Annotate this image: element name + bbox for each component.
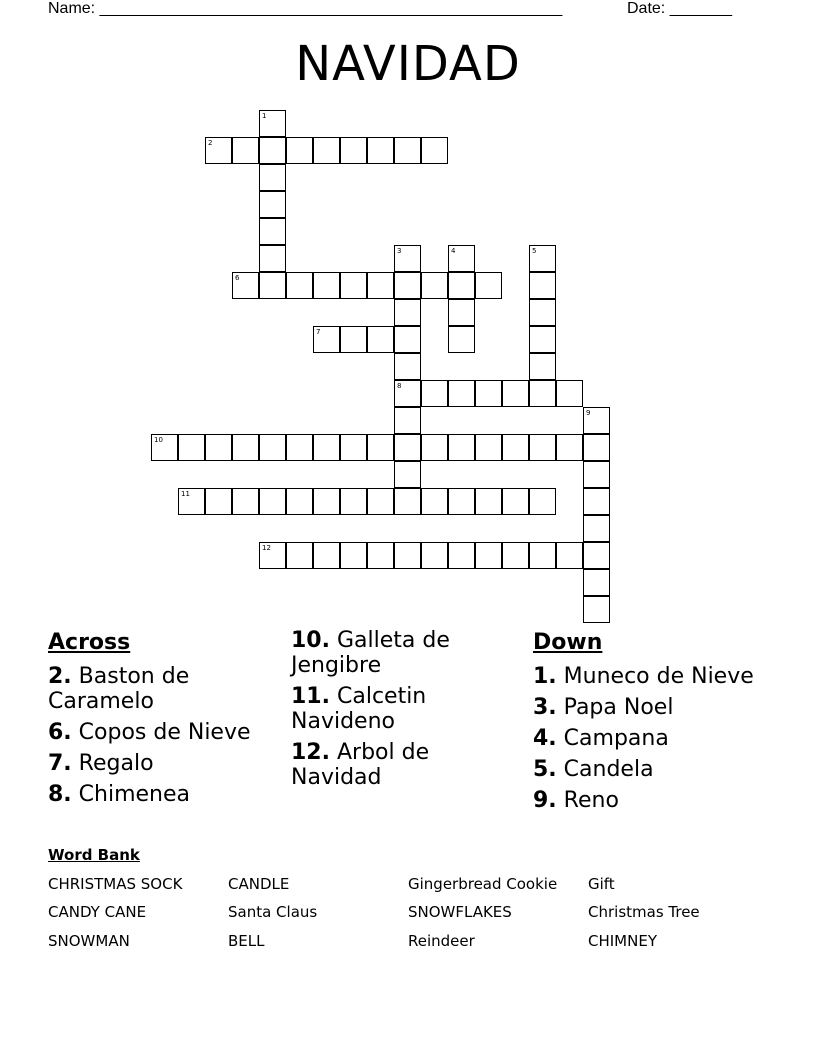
across-clues-col1	[48, 628, 278, 813]
clue-number: 4.	[533, 726, 557, 751]
crossword-cell[interactable]	[259, 272, 286, 299]
crossword-cell[interactable]	[340, 326, 367, 353]
clue-text: Galleta de Jengibre	[291, 628, 450, 678]
clue-text: Chimenea	[78, 782, 191, 807]
crossword-cell[interactable]	[259, 245, 286, 272]
page-title: NAVIDAD	[295, 36, 521, 92]
word-bank-item: Gingerbread Cookie	[408, 875, 558, 893]
clue-text: Calcetin Navideno	[291, 684, 427, 734]
crossword-cell[interactable]	[232, 488, 259, 515]
crossword-cell[interactable]	[421, 542, 448, 569]
clue-across-2	[48, 664, 278, 714]
crossword-cell[interactable]	[475, 380, 502, 407]
word-bank-item: Christmas Tree	[588, 903, 700, 921]
crossword-cell[interactable]	[421, 488, 448, 515]
clue-number: 7.	[48, 751, 72, 776]
crossword-cell[interactable]	[583, 569, 610, 596]
crossword-cell[interactable]	[448, 488, 475, 515]
name-field-label: Name: ____________________________________________________	[48, 0, 563, 17]
clue-number-label: 4	[451, 247, 456, 255]
crossword-cell[interactable]	[394, 299, 421, 326]
crossword-cell[interactable]	[421, 434, 448, 461]
crossword-cell[interactable]	[205, 137, 232, 164]
crossword-cell[interactable]	[529, 380, 556, 407]
crossword-cell[interactable]	[178, 434, 205, 461]
crossword-cell[interactable]	[529, 542, 556, 569]
word-bank-item: Reindeer	[408, 932, 475, 950]
clue-number-label: 9	[586, 409, 591, 417]
clue-text: Candela	[563, 757, 654, 782]
crossword-cell[interactable]	[502, 488, 529, 515]
crossword-cell[interactable]	[313, 542, 340, 569]
clue-down-5	[533, 757, 773, 782]
crossword-cell[interactable]	[151, 434, 178, 461]
clue-number: 10.	[291, 628, 330, 653]
crossword-cell[interactable]	[394, 542, 421, 569]
word-bank-item: Santa Claus	[228, 903, 318, 921]
crossword-cell[interactable]	[367, 272, 394, 299]
clue-number: 12.	[291, 740, 330, 765]
crossword-cell[interactable]	[448, 272, 475, 299]
crossword-cell[interactable]	[529, 434, 556, 461]
clue-across-8	[48, 782, 278, 807]
clue-text: Muneco de Nieve	[563, 664, 754, 689]
crossword-cell[interactable]	[448, 326, 475, 353]
clue-down-3	[533, 695, 773, 720]
crossword-cell[interactable]	[259, 137, 286, 164]
crossword-cell[interactable]	[259, 542, 286, 569]
crossword-cell[interactable]	[583, 488, 610, 515]
crossword-cell[interactable]	[394, 272, 421, 299]
crossword-cell[interactable]	[448, 299, 475, 326]
crossword-cell[interactable]	[475, 434, 502, 461]
crossword-cell[interactable]	[232, 137, 259, 164]
down-heading: Down	[533, 630, 603, 655]
crossword-cell[interactable]	[340, 488, 367, 515]
crossword-cell[interactable]	[475, 488, 502, 515]
crossword-cell[interactable]	[529, 353, 556, 380]
clue-across-7	[48, 751, 278, 776]
clue-number: 5.	[533, 757, 557, 782]
across-heading: Across	[48, 630, 131, 655]
clue-down-4	[533, 726, 773, 751]
crossword-cell[interactable]	[583, 542, 610, 569]
crossword-cell[interactable]	[340, 137, 367, 164]
clue-number: 3.	[533, 695, 557, 720]
crossword-cell[interactable]	[286, 434, 313, 461]
crossword-cell[interactable]	[313, 326, 340, 353]
clue-number-label: 10	[154, 436, 163, 444]
clue-number: 9.	[533, 788, 557, 813]
crossword-cell[interactable]	[583, 461, 610, 488]
crossword-cell[interactable]	[502, 380, 529, 407]
crossword-cell[interactable]	[556, 380, 583, 407]
crossword-cell[interactable]	[313, 434, 340, 461]
crossword-cell[interactable]	[448, 380, 475, 407]
clue-number: 11.	[291, 684, 330, 709]
clue-number-label: 5	[532, 247, 537, 255]
crossword-cell[interactable]	[205, 488, 232, 515]
word-bank-item: SNOWMAN	[48, 932, 130, 950]
crossword-cell[interactable]	[259, 434, 286, 461]
clue-number-label: 3	[397, 247, 402, 255]
crossword-cell[interactable]	[556, 434, 583, 461]
crossword-cell[interactable]	[502, 542, 529, 569]
clue-number: 6.	[48, 720, 72, 745]
crossword-cell[interactable]	[394, 407, 421, 434]
clue-across-6	[48, 720, 278, 745]
word-bank-item: Gift	[588, 875, 615, 893]
clue-text: Papa Noel	[563, 695, 674, 720]
crossword-cell[interactable]	[556, 542, 583, 569]
crossword-cell[interactable]	[475, 272, 502, 299]
crossword-cell[interactable]	[367, 488, 394, 515]
across-clues-col2	[291, 628, 521, 796]
crossword-cell[interactable]	[394, 488, 421, 515]
clue-number-label: 11	[181, 490, 190, 498]
clue-number-label: 2	[208, 139, 213, 147]
crossword-cell[interactable]	[340, 272, 367, 299]
crossword-cell[interactable]	[421, 380, 448, 407]
crossword-cell[interactable]	[529, 488, 556, 515]
crossword-cell[interactable]	[448, 542, 475, 569]
crossword-cell[interactable]	[529, 245, 556, 272]
crossword-cell[interactable]	[394, 353, 421, 380]
crossword-cell[interactable]	[583, 434, 610, 461]
crossword-cell[interactable]	[340, 434, 367, 461]
clue-text: Regalo	[78, 751, 154, 776]
crossword-cell[interactable]	[394, 326, 421, 353]
crossword-cell[interactable]	[583, 407, 610, 434]
clue-across-11	[291, 684, 521, 734]
crossword-cell[interactable]	[529, 299, 556, 326]
crossword-cell[interactable]	[421, 272, 448, 299]
word-bank-item: CANDY CANE	[48, 903, 147, 921]
crossword-cell[interactable]	[394, 380, 421, 407]
crossword-cell[interactable]	[529, 272, 556, 299]
crossword-cell[interactable]	[340, 542, 367, 569]
clue-text: Arbol de Navidad	[291, 740, 430, 790]
crossword-cell[interactable]	[529, 326, 556, 353]
clue-number: 1.	[533, 664, 557, 689]
word-bank-item: CHRISTMAS SOCK	[48, 875, 183, 893]
word-bank-item: BELL	[228, 932, 265, 950]
clue-text: Copos de Nieve	[78, 720, 251, 745]
word-bank-item: SNOWFLAKES	[408, 903, 512, 921]
word-bank-item: CHIMNEY	[588, 932, 657, 950]
crossword-cell[interactable]	[394, 245, 421, 272]
clue-number-label: 7	[316, 328, 321, 336]
clue-number-label: 6	[235, 274, 240, 282]
crossword-cell[interactable]	[313, 272, 340, 299]
crossword-cell[interactable]	[259, 110, 286, 137]
crossword-cell[interactable]	[178, 488, 205, 515]
crossword-cell[interactable]	[286, 272, 313, 299]
crossword-cell[interactable]	[286, 137, 313, 164]
clue-down-9	[533, 788, 773, 813]
crossword-cell[interactable]	[448, 245, 475, 272]
crossword-cell[interactable]	[205, 434, 232, 461]
crossword-cell[interactable]	[583, 515, 610, 542]
clue-number: 2.	[48, 664, 72, 689]
clue-number-label: 12	[262, 544, 271, 552]
crossword-cell[interactable]	[286, 488, 313, 515]
crossword-cell[interactable]	[421, 137, 448, 164]
crossword-cell[interactable]	[313, 488, 340, 515]
clue-across-10	[291, 628, 521, 678]
clue-across-12	[291, 740, 521, 790]
word-bank-item: CANDLE	[228, 875, 290, 893]
crossword-cell[interactable]	[259, 164, 286, 191]
date-field-label: Date: _______	[627, 0, 732, 17]
crossword-cell[interactable]	[286, 542, 313, 569]
crossword-cell[interactable]	[394, 461, 421, 488]
clue-text: Campana	[563, 726, 669, 751]
crossword-cell[interactable]	[583, 596, 610, 623]
crossword-cell[interactable]	[367, 542, 394, 569]
crossword-cell[interactable]	[232, 434, 259, 461]
crossword-cell[interactable]	[367, 137, 394, 164]
crossword-cell[interactable]	[475, 542, 502, 569]
crossword-cell[interactable]	[367, 434, 394, 461]
clue-text: Reno	[563, 788, 619, 813]
crossword-cell[interactable]	[367, 326, 394, 353]
down-clues	[533, 628, 773, 819]
crossword-cell[interactable]	[259, 488, 286, 515]
crossword-cell[interactable]	[448, 434, 475, 461]
crossword-cell[interactable]	[502, 434, 529, 461]
clue-number-label: 1	[262, 112, 267, 120]
crossword-cell[interactable]	[259, 218, 286, 245]
clue-text: Baston de Caramelo	[48, 664, 190, 714]
word-bank-title: Word Bank	[48, 846, 140, 864]
clue-down-1	[533, 664, 773, 689]
crossword-cell[interactable]	[394, 137, 421, 164]
clue-number-label: 8	[397, 382, 402, 390]
clue-number: 8.	[48, 782, 72, 807]
crossword-cell[interactable]	[394, 434, 421, 461]
crossword-cell[interactable]	[232, 272, 259, 299]
crossword-cell[interactable]	[259, 191, 286, 218]
crossword-cell[interactable]	[313, 137, 340, 164]
